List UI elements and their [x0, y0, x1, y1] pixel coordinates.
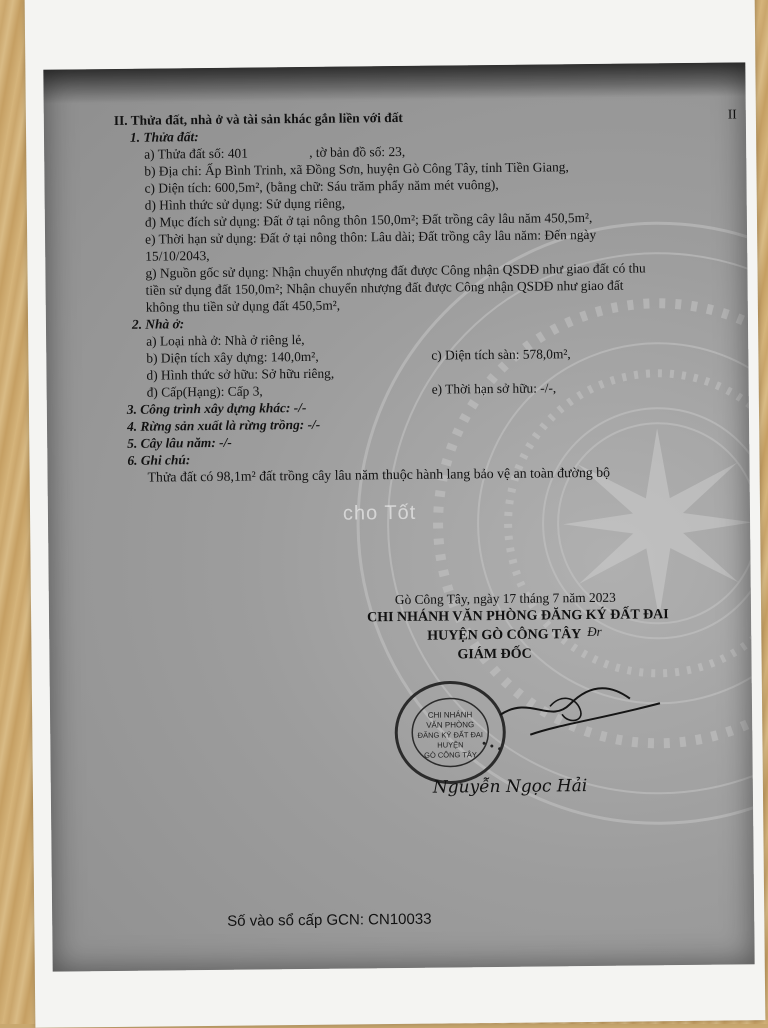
svg-text:GÒ CÔNG TÂY: GÒ CÔNG TÂY	[424, 750, 477, 760]
land-origin-1: g) Nguồn gốc sử dụng: Nhận chuyển nhượng đất được Công nhận QSDĐ như giao đất có thu	[145, 260, 646, 281]
perennial-trees: 5. Cây lâu năm: -/-	[127, 434, 232, 451]
registry-number: Số vào sổ cấp GCN: CN10033	[227, 910, 432, 930]
land-use-form: d) Hình thức sử dụng: Sử dụng riêng,	[144, 195, 346, 213]
notes-heading: 6. Ghi chú:	[127, 452, 191, 468]
production-forest: 4. Rừng sản xuất là rừng trồng: -/-	[126, 416, 321, 434]
land-term-date: 15/10/2043,	[145, 247, 210, 264]
house-ownership: d) Hình thức sở hữu: Sở hữu riêng,	[146, 365, 335, 383]
land-area: c) Diện tích: 600,5m², (bằng chữ: Sáu trăm phẩy năm mét vuông),	[144, 176, 499, 196]
land-map-sheet: , tờ bản đồ số: 23,	[309, 143, 406, 160]
svg-text:CHI NHÁNH: CHI NHÁNH	[427, 710, 473, 720]
initials: Đr	[587, 623, 602, 640]
issue-date: Gò Công Tây, ngày 17 tháng 7 năm 2023	[394, 589, 616, 608]
land-origin-2: tiền sử dụng đất 150,0m²; Nhận chuyển nhượng đất được Công nhận QSDĐ như giao đất	[145, 277, 624, 298]
watermark: cho Tốt	[342, 501, 417, 525]
section-title: II. Thửa đất, nhà ở và tài sản khác gắn liền với đất	[113, 109, 403, 128]
land-purpose: đ) Mục đích sử dụng: Đất ở tại nông thôn 150,0m²; Đất trồng cây lâu năm 450,5m²,	[144, 209, 593, 230]
house-term: e) Thời hạn sở hữu: -/-,	[431, 380, 557, 397]
signer-title: GIÁM ĐỐC	[457, 646, 532, 663]
signer-name: Nguyễn Ngọc Hải	[432, 776, 588, 798]
svg-text:ĐĂNG KÝ ĐẤT ĐAI: ĐĂNG KÝ ĐẤT ĐAI	[417, 730, 483, 740]
issuing-district: HUYỆN GÒ CÔNG TÂY	[427, 627, 582, 644]
right-mark: II	[727, 106, 737, 122]
issuing-office: CHI NHÁNH VĂN PHÒNG ĐĂNG KÝ ĐẤT ĐAI	[366, 607, 669, 626]
house-floor-area: c) Diện tích sàn: 578,0m²,	[431, 346, 571, 363]
land-address: b) Địa chỉ: Ấp Bình Trinh, xã Đồng Sơn, huyện Gò Công Tây, tỉnh Tiền Giang,	[144, 159, 569, 179]
svg-text:VĂN PHÒNG: VĂN PHÒNG	[426, 720, 475, 730]
house-heading: 2. Nhà ở:	[131, 316, 185, 332]
other-construction: 3. Công trình xây dựng khác: -/-	[126, 399, 307, 417]
house-build-area: b) Diện tích xây dựng: 140,0m²,	[146, 348, 319, 366]
signature-stroke	[490, 673, 671, 775]
svg-text:● ● ●: ● ● ●	[480, 738, 503, 753]
land-heading: 1. Thửa đất:	[129, 129, 199, 145]
house-grade: đ) Cấp(Hạng): Cấp 3,	[146, 383, 263, 400]
certificate-page	[43, 62, 754, 971]
svg-text:HUYỆN: HUYỆN	[437, 740, 464, 750]
note-text: Thửa đất có 98,1m² đất trồng cây lâu năm thuộc hành lang bảo vệ an toàn đường bộ	[147, 464, 611, 485]
land-term: e) Thời hạn sử dụng: Đất ở tại nông thôn: Lâu dài; Đất trồng cây lâu năm: Đến ngày	[144, 226, 597, 247]
land-origin-3: không thu tiền sử dụng đất 450,5m²,	[145, 297, 341, 315]
house-type: a) Loại nhà ở: Nhà ở riêng lẻ,	[146, 331, 305, 349]
land-parcel-no: a) Thửa đất số: 401	[144, 145, 248, 162]
